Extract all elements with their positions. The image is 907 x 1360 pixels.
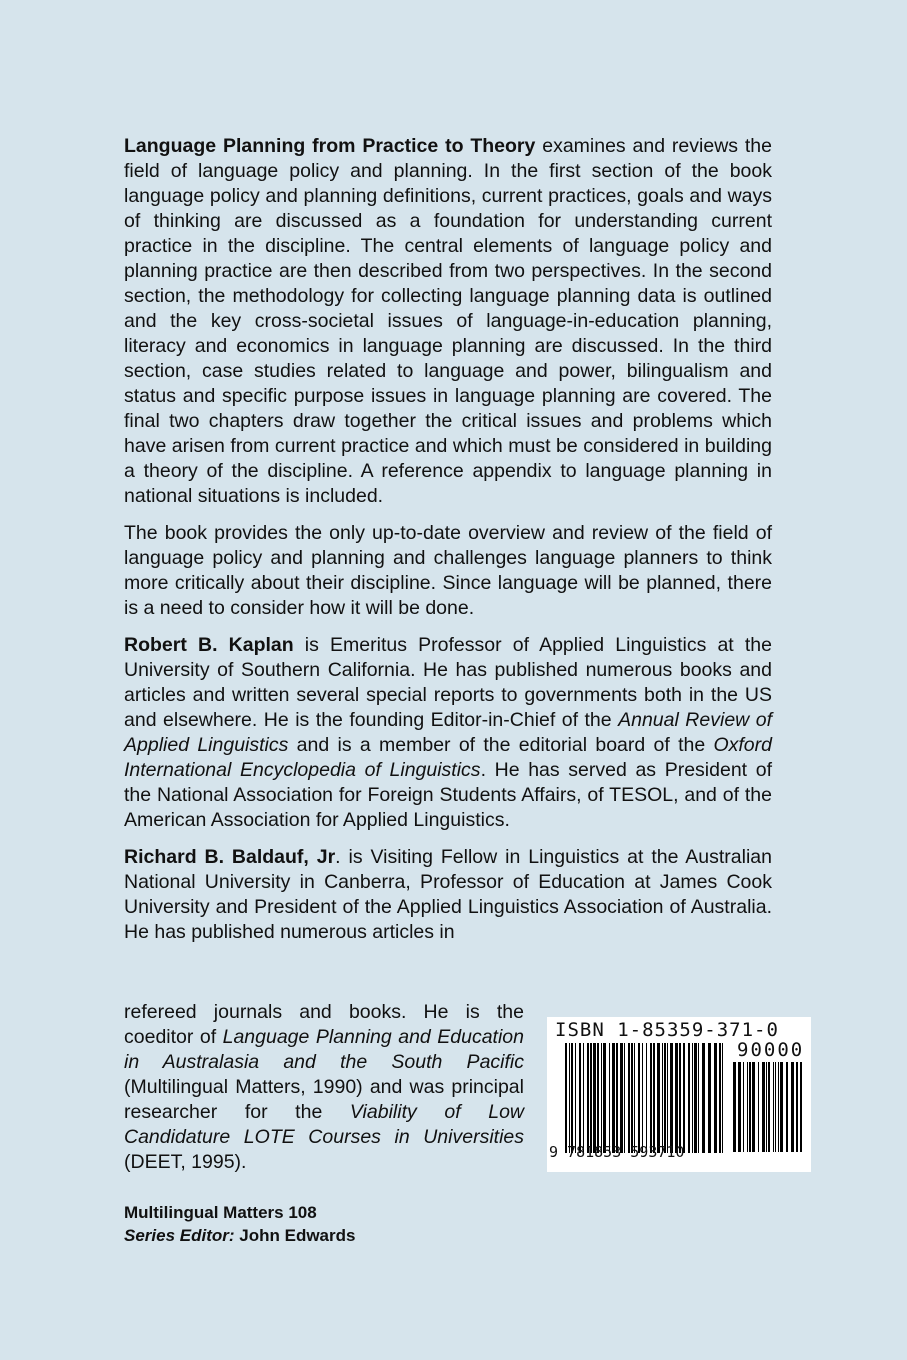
barcode-bar: [642, 1043, 643, 1153]
barcode-bar: [773, 1062, 774, 1152]
barcode-bar: [583, 1043, 584, 1153]
barcode-bar: [694, 1043, 697, 1153]
barcode-bar: [664, 1043, 666, 1153]
barcode-bar: [702, 1043, 705, 1153]
series-name: Multilingual Matters 108: [124, 1203, 317, 1222]
author-name: Richard B. Baldauf, Jr: [124, 846, 336, 868]
cover-text: [124, 134, 772, 945]
barcode-bar: [722, 1043, 723, 1153]
barcode-bar: [714, 1043, 717, 1153]
barcode-bar: [786, 1062, 788, 1152]
barcode-bar: [762, 1062, 765, 1152]
barcode-bar: [698, 1043, 699, 1153]
barcode-bar: [667, 1043, 668, 1153]
barcode-bar: [579, 1043, 581, 1153]
book-title: Language Planning from Practice to Theory: [124, 135, 536, 157]
barcode-bar: [775, 1062, 776, 1152]
price-addon-number: 90000: [737, 1039, 805, 1061]
barcode-bar: [565, 1043, 567, 1153]
barcode-bar: [587, 1043, 589, 1153]
barcode-bar: [791, 1062, 794, 1152]
barcode-bar: [796, 1062, 798, 1152]
barcode-bar: [601, 1043, 602, 1153]
barcode-bar: [708, 1043, 711, 1153]
barcode-bar: [634, 1043, 635, 1153]
barcode-bar: [653, 1043, 655, 1153]
barcode-bar: [670, 1043, 673, 1153]
barcode-bar: [609, 1043, 610, 1153]
addon-bars: [733, 1062, 805, 1152]
ean-bars: [565, 1043, 725, 1153]
series-editor: Series Editor: John Edwards: [124, 1226, 356, 1245]
barcode-bar: [638, 1043, 640, 1153]
barcode-bar: [679, 1043, 681, 1153]
barcode-bar: [620, 1043, 623, 1153]
barcode-bar: [688, 1043, 690, 1153]
barcode-bar: [571, 1043, 573, 1153]
barcode-bar: [593, 1043, 596, 1153]
barcode-bar: [747, 1062, 748, 1152]
barcode-bar: [749, 1062, 751, 1152]
author-name: Robert B. Kaplan: [124, 634, 294, 656]
barcode-bar: [683, 1043, 685, 1153]
barcode-bar: [575, 1043, 576, 1153]
barcode-bar: [628, 1043, 630, 1153]
barcode-bar: [743, 1062, 744, 1152]
barcode-bar: [590, 1043, 592, 1153]
barcode-bar: [612, 1043, 615, 1153]
barcode-bar: [738, 1062, 741, 1152]
barcode-bar: [780, 1062, 783, 1152]
barcode-bar: [624, 1043, 625, 1153]
author-bio-baldauf-continued: refereed journals and books. He is the coeditor of Language Planning and Education in Australasia and the South Pacific (Multilingual Matters, 1990) and was principal researcher for the Viability of Low Candidature LOTE Courses in Universities (DEET, 1995).: [124, 1001, 524, 1173]
description-paragraph-1: Language Planning from Practice to Theory examines and reviews the field of language policy and planning. In the first section of the book language policy and planning definitions, current practices, goals and ways of thinking are discussed as a foundation for understanding current practice in the discipline. The central elements of language policy and planning practice are then described from two perspectives. In the second section, the methodology for collecting language planning data is outlined and the key cross-societal issues of language-in-education planning, literacy and economics in language planning are discussed. In the third section, case studies related to language and power, bilingualism and status and specific purpose issues in language planning are covered. The final two chapters draw together the critical issues and problems which have arisen from current practice and which must be considered in building a theory of the discipline. A reference appendix to language planning in national situations is included.: [124, 135, 772, 507]
barcode-bar: [650, 1043, 652, 1153]
barcode-bar: [631, 1043, 633, 1153]
author-bio-kaplan: Robert B. Kaplan is Emeritus Professor of Applied Linguistics at the University of Southern California. He has published numerous books and articles and written several special reports to governments both in the US and elsewhere. He is the founding Editor-in-Chief of the Annual Review of Applied Linguistics and is a member of the editorial board of the Oxford International Encyclopedia of Linguistics. He has served as President of the National Association for Foreign Students Affairs, of TESOL, and of the American Association for Applied Linguistics.: [124, 634, 772, 831]
barcode-bar: [766, 1062, 767, 1152]
barcode-bar: [597, 1043, 599, 1153]
barcode-bar: [752, 1062, 755, 1152]
description-paragraph-2: The book provides the only up-to-date overview and review of the field of language policy and planning and challenges language planners to think more critically about their discipline. Since language will be planned, there is a need to consider how it will be done.: [124, 522, 772, 619]
barcode-bar: [768, 1062, 770, 1152]
isbn-barcode: [547, 1017, 811, 1172]
isbn-number: ISBN 1-85359-371-0: [555, 1019, 779, 1041]
barcode-bar: [662, 1043, 663, 1153]
barcode-bar: [692, 1043, 693, 1153]
barcode-bar: [778, 1062, 779, 1152]
barcode-bar: [657, 1043, 660, 1153]
barcode-bar: [646, 1043, 647, 1153]
barcode-bar: [800, 1062, 802, 1152]
series-info: [124, 1201, 355, 1247]
barcode-bar: [675, 1043, 678, 1153]
barcode-bar: [569, 1043, 570, 1153]
barcode-bar: [758, 1062, 759, 1152]
barcode-bar: [733, 1062, 736, 1152]
barcode-bar: [603, 1043, 606, 1153]
author-bio-baldauf: Richard B. Baldauf, Jr. is Visiting Fellow in Linguistics at the Australian National University in Canberra, Professor of Education at James Cook University and President of the Applied Linguistics Association of Australia. He has published numerous articles in: [124, 846, 772, 943]
barcode-bar: [719, 1043, 721, 1153]
ean-digits: 9 781853 593710: [549, 1143, 685, 1161]
barcode-bar: [616, 1043, 618, 1153]
